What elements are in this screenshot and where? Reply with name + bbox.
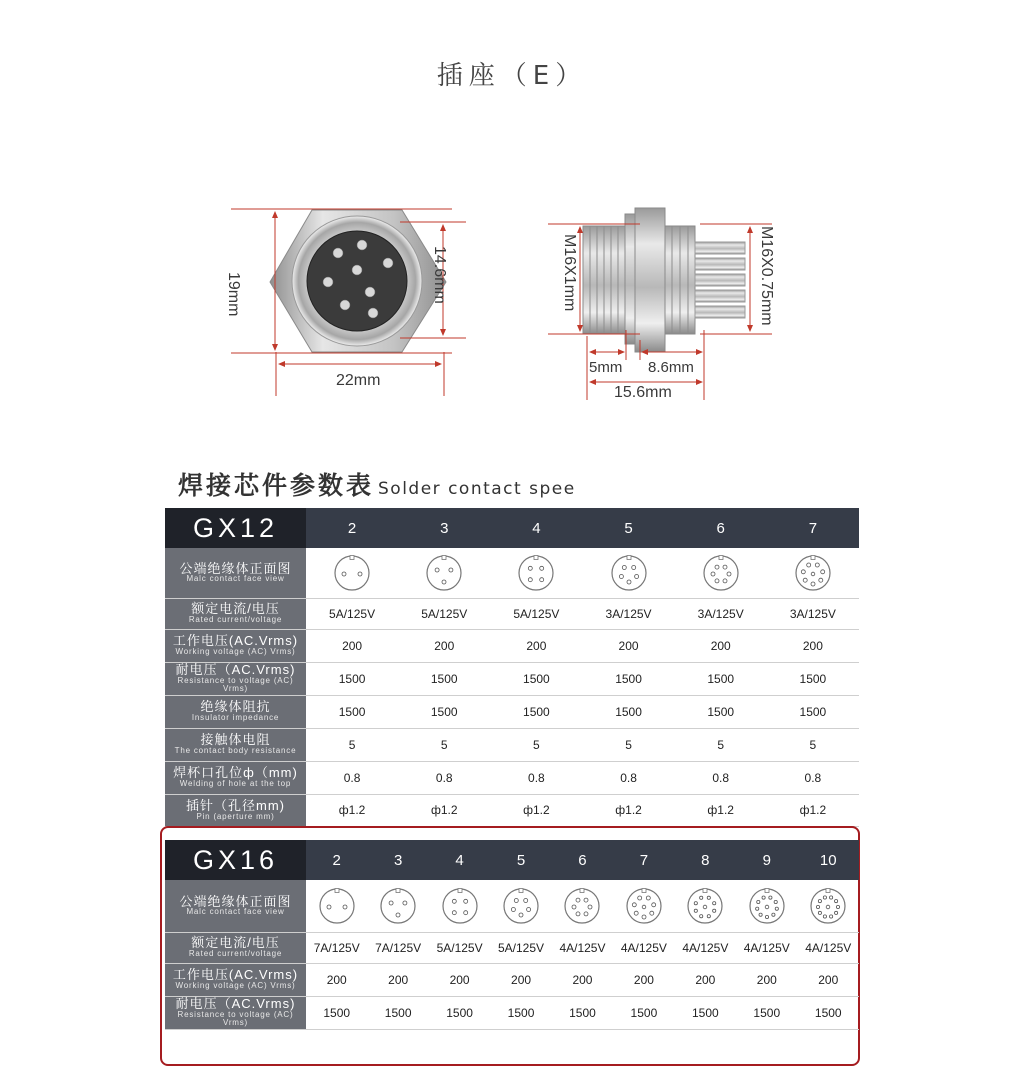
table-header-row bbox=[165, 840, 859, 880]
pin-count-header: 9 bbox=[736, 840, 797, 880]
table-cell: 200 bbox=[490, 963, 551, 996]
table-cell: 1500 bbox=[613, 996, 674, 1029]
table-cell: 200 bbox=[367, 963, 428, 996]
table-cell: 0.8 bbox=[767, 761, 859, 794]
table-cell: 1500 bbox=[306, 695, 398, 728]
table-cell: 0.8 bbox=[675, 761, 767, 794]
spec-row-resist bbox=[165, 662, 859, 695]
row-label-en: Pin (aperture mm) bbox=[196, 811, 275, 821]
pin-layout-2-icon bbox=[315, 886, 359, 926]
table-cell: 200 bbox=[675, 629, 767, 662]
row-label bbox=[165, 963, 306, 996]
dim-thread-diameter: 14.6mm bbox=[431, 246, 448, 304]
pin-layout-7-icon bbox=[622, 886, 666, 926]
dim-rear-thread: M16X0.75mm bbox=[758, 226, 775, 326]
table-cell: 200 bbox=[306, 629, 398, 662]
table-cell: 5A/125V bbox=[490, 932, 551, 963]
pin-count-header: 7 bbox=[767, 508, 859, 548]
row-label bbox=[165, 794, 306, 826]
table-cell: ф1.2 bbox=[398, 794, 490, 826]
row-label-cn: 额定电流/电压 bbox=[191, 601, 280, 617]
row-label bbox=[165, 996, 306, 1029]
table-cell: ф1.2 bbox=[582, 794, 674, 826]
table-heading-cn: 焊接芯件参数表 bbox=[178, 471, 375, 500]
table-cell bbox=[306, 548, 398, 598]
row-label-cn: 插针（孔径mm) bbox=[186, 797, 285, 813]
gx12-table bbox=[165, 508, 859, 827]
table-cell: 4A/125V bbox=[798, 932, 860, 963]
table-cell: ф1.2 bbox=[767, 794, 859, 826]
spec-row-current bbox=[165, 932, 859, 963]
table-cell: 1500 bbox=[552, 996, 613, 1029]
table-cell: 1500 bbox=[736, 996, 797, 1029]
pin-count-header: 6 bbox=[552, 840, 613, 880]
pin-layout-5-icon bbox=[499, 886, 543, 926]
row-label-en: Malc contact face view bbox=[186, 907, 285, 917]
table-cell: 200 bbox=[398, 629, 490, 662]
pin-count-header: 2 bbox=[306, 840, 367, 880]
table-cell: 3A/125V bbox=[582, 598, 674, 629]
row-label bbox=[165, 598, 306, 629]
table-cell: 5 bbox=[582, 728, 674, 761]
table-cell: 200 bbox=[429, 963, 490, 996]
pin-layout-5-icon bbox=[607, 553, 651, 593]
pin-count-header: 4 bbox=[429, 840, 490, 880]
table-cell: 7A/125V bbox=[306, 932, 367, 963]
table-heading-en: Solder contact spee bbox=[378, 479, 576, 499]
row-label-en: Rated current/voltage bbox=[188, 615, 283, 625]
table-cell: 1500 bbox=[675, 695, 767, 728]
connector-drawing bbox=[0, 0, 1024, 440]
table-cell: 3A/125V bbox=[767, 598, 859, 629]
table-cell: 5 bbox=[767, 728, 859, 761]
row-label-en: Malc contact face view bbox=[186, 574, 285, 584]
table-cell: 200 bbox=[582, 629, 674, 662]
model-name: GX16 bbox=[165, 840, 306, 880]
spec-row-insul bbox=[165, 695, 859, 728]
table-cell bbox=[490, 548, 582, 598]
table-cell: 0.8 bbox=[306, 761, 398, 794]
spec-row-resist bbox=[165, 996, 859, 1029]
pin-count-header: 8 bbox=[675, 840, 736, 880]
table-cell: 5A/125V bbox=[306, 598, 398, 629]
pin-layout-4-icon bbox=[514, 553, 558, 593]
row-label-en: The contact body resistance bbox=[174, 746, 297, 756]
table-cell: 1500 bbox=[398, 695, 490, 728]
pin-layout-9-icon bbox=[745, 886, 789, 926]
pin-layout-10-icon bbox=[806, 886, 850, 926]
row-label bbox=[165, 728, 306, 761]
table-cell: 1500 bbox=[582, 695, 674, 728]
row-label-cn: 额定电流/电压 bbox=[191, 935, 280, 951]
row-label-cn: 接触体电阻 bbox=[200, 732, 271, 748]
pin-count-header: 3 bbox=[398, 508, 490, 548]
row-label bbox=[165, 548, 306, 598]
table-cell bbox=[552, 880, 613, 932]
table-cell: 5A/125V bbox=[398, 598, 490, 629]
row-label-en: Insulator impedance bbox=[191, 713, 280, 723]
table-cell: 1500 bbox=[367, 996, 428, 1029]
row-label-en: Welding of hole at the top bbox=[179, 779, 292, 789]
table-cell: 1500 bbox=[675, 662, 767, 695]
row-label bbox=[165, 662, 306, 695]
pin-count-header: 4 bbox=[490, 508, 582, 548]
page-title: 插座（E） bbox=[436, 61, 588, 91]
row-label-cn: 耐电压（AC.Vrms) bbox=[175, 662, 296, 678]
row-label-cn: 耐电压（AC.Vrms) bbox=[175, 996, 296, 1012]
table-cell: 1500 bbox=[798, 996, 860, 1029]
table-cell: 1500 bbox=[429, 996, 490, 1029]
pin-count-header: 10 bbox=[798, 840, 860, 880]
dim-total: 15.6mm bbox=[614, 384, 672, 401]
table-cell: 200 bbox=[552, 963, 613, 996]
table-cell bbox=[398, 548, 490, 598]
pin-layout-7-icon bbox=[791, 553, 835, 593]
row-label-cn: 公端绝缘体正面图 bbox=[179, 560, 292, 576]
table-cell: 1500 bbox=[490, 662, 582, 695]
row-label-en: Rated current/voltage bbox=[188, 949, 283, 959]
table-heading bbox=[178, 466, 576, 502]
row-label bbox=[165, 761, 306, 794]
table-cell: ф1.2 bbox=[490, 794, 582, 826]
table-cell: 3A/125V bbox=[675, 598, 767, 629]
table-cell bbox=[798, 880, 860, 932]
table-cell: 4A/125V bbox=[552, 932, 613, 963]
table-cell: 1500 bbox=[398, 662, 490, 695]
table-cell: 0.8 bbox=[582, 761, 674, 794]
spec-row-current bbox=[165, 598, 859, 629]
dim-width: 22mm bbox=[336, 372, 381, 389]
row-label bbox=[165, 932, 306, 963]
table-cell bbox=[767, 548, 859, 598]
model-name: GX12 bbox=[165, 508, 306, 548]
pin-count-header: 5 bbox=[490, 840, 551, 880]
row-label-cn: 绝缘体阻抗 bbox=[200, 699, 271, 715]
row-label-en: Resistance to voltage (AC) Vrms) bbox=[177, 675, 294, 694]
pin-layout-2-icon bbox=[330, 553, 374, 593]
row-label-cn: 公端绝缘体正面图 bbox=[179, 893, 292, 909]
table-cell: 1500 bbox=[767, 662, 859, 695]
table-cell: 4A/125V bbox=[675, 932, 736, 963]
table-cell bbox=[429, 880, 490, 932]
table-cell: 1500 bbox=[767, 695, 859, 728]
table-cell bbox=[675, 880, 736, 932]
pin-count-header: 2 bbox=[306, 508, 398, 548]
table-cell bbox=[490, 880, 551, 932]
table-cell bbox=[306, 880, 367, 932]
spec-row-hole bbox=[165, 761, 859, 794]
gx16-table bbox=[165, 840, 859, 1030]
row-label-en: Working voltage (AC) Vrms) bbox=[175, 647, 296, 657]
pin-layout-3-icon bbox=[422, 553, 466, 593]
table-cell: 0.8 bbox=[490, 761, 582, 794]
table-cell: 5A/125V bbox=[429, 932, 490, 963]
dim-flange: 5mm bbox=[589, 359, 623, 376]
pin-count-header: 3 bbox=[367, 840, 428, 880]
pin-layout-3-icon bbox=[376, 886, 420, 926]
table-cell bbox=[367, 880, 428, 932]
pin-layout-6-icon bbox=[699, 553, 743, 593]
table-cell bbox=[675, 548, 767, 598]
pin-count-header: 6 bbox=[675, 508, 767, 548]
table-cell: 200 bbox=[767, 629, 859, 662]
front-view bbox=[270, 210, 446, 352]
pin-layout-6-icon bbox=[560, 886, 604, 926]
table-cell bbox=[736, 880, 797, 932]
table-cell: 1500 bbox=[582, 662, 674, 695]
table-cell: 4A/125V bbox=[613, 932, 674, 963]
row-label-cn: 工作电压(AC.Vrms) bbox=[172, 633, 299, 649]
table-cell: 1500 bbox=[490, 695, 582, 728]
table-cell: 200 bbox=[613, 963, 674, 996]
table-cell: 1500 bbox=[306, 662, 398, 695]
table-cell: 5 bbox=[398, 728, 490, 761]
table-cell bbox=[582, 548, 674, 598]
table-cell: 200 bbox=[736, 963, 797, 996]
table-cell: ф1.2 bbox=[306, 794, 398, 826]
table-cell: 1500 bbox=[675, 996, 736, 1029]
row-label-en: Resistance to voltage (AC) Vrms) bbox=[177, 1009, 294, 1028]
spec-row-face bbox=[165, 548, 859, 598]
pin-count-header: 7 bbox=[613, 840, 674, 880]
table-cell bbox=[613, 880, 674, 932]
row-label bbox=[165, 880, 306, 932]
pin-layout-8-icon bbox=[683, 886, 727, 926]
table-cell: 200 bbox=[306, 963, 367, 996]
spec-row-face bbox=[165, 880, 859, 932]
table-cell: 200 bbox=[798, 963, 860, 996]
side-view bbox=[583, 208, 745, 352]
row-label-en: Working voltage (AC) Vrms) bbox=[175, 981, 296, 991]
table-cell: 5A/125V bbox=[490, 598, 582, 629]
table-cell: 5 bbox=[306, 728, 398, 761]
table-cell: 0.8 bbox=[398, 761, 490, 794]
dim-rear: 8.6mm bbox=[648, 359, 694, 376]
dim-height: 19mm bbox=[225, 272, 242, 317]
table-cell: 4A/125V bbox=[736, 932, 797, 963]
spec-row-pin bbox=[165, 794, 859, 826]
table-cell: ф1.2 bbox=[675, 794, 767, 826]
spec-row-contact bbox=[165, 728, 859, 761]
spec-row-working bbox=[165, 963, 859, 996]
pin-count-header: 5 bbox=[582, 508, 674, 548]
table-cell: 5 bbox=[675, 728, 767, 761]
row-label bbox=[165, 629, 306, 662]
table-cell: 200 bbox=[675, 963, 736, 996]
row-label bbox=[165, 695, 306, 728]
table-cell: 1500 bbox=[490, 996, 551, 1029]
row-label-cn: 焊杯口孔位ф（mm) bbox=[173, 765, 298, 781]
row-label-cn: 工作电压(AC.Vrms) bbox=[172, 967, 299, 983]
dim-front-thread: M16X1mm bbox=[561, 234, 578, 312]
spec-row-working bbox=[165, 629, 859, 662]
table-cell: 5 bbox=[490, 728, 582, 761]
table-cell: 7A/125V bbox=[367, 932, 428, 963]
pin-layout-4-icon bbox=[438, 886, 482, 926]
table-cell: 200 bbox=[490, 629, 582, 662]
table-cell: 1500 bbox=[306, 996, 367, 1029]
table-header-row bbox=[165, 508, 859, 548]
